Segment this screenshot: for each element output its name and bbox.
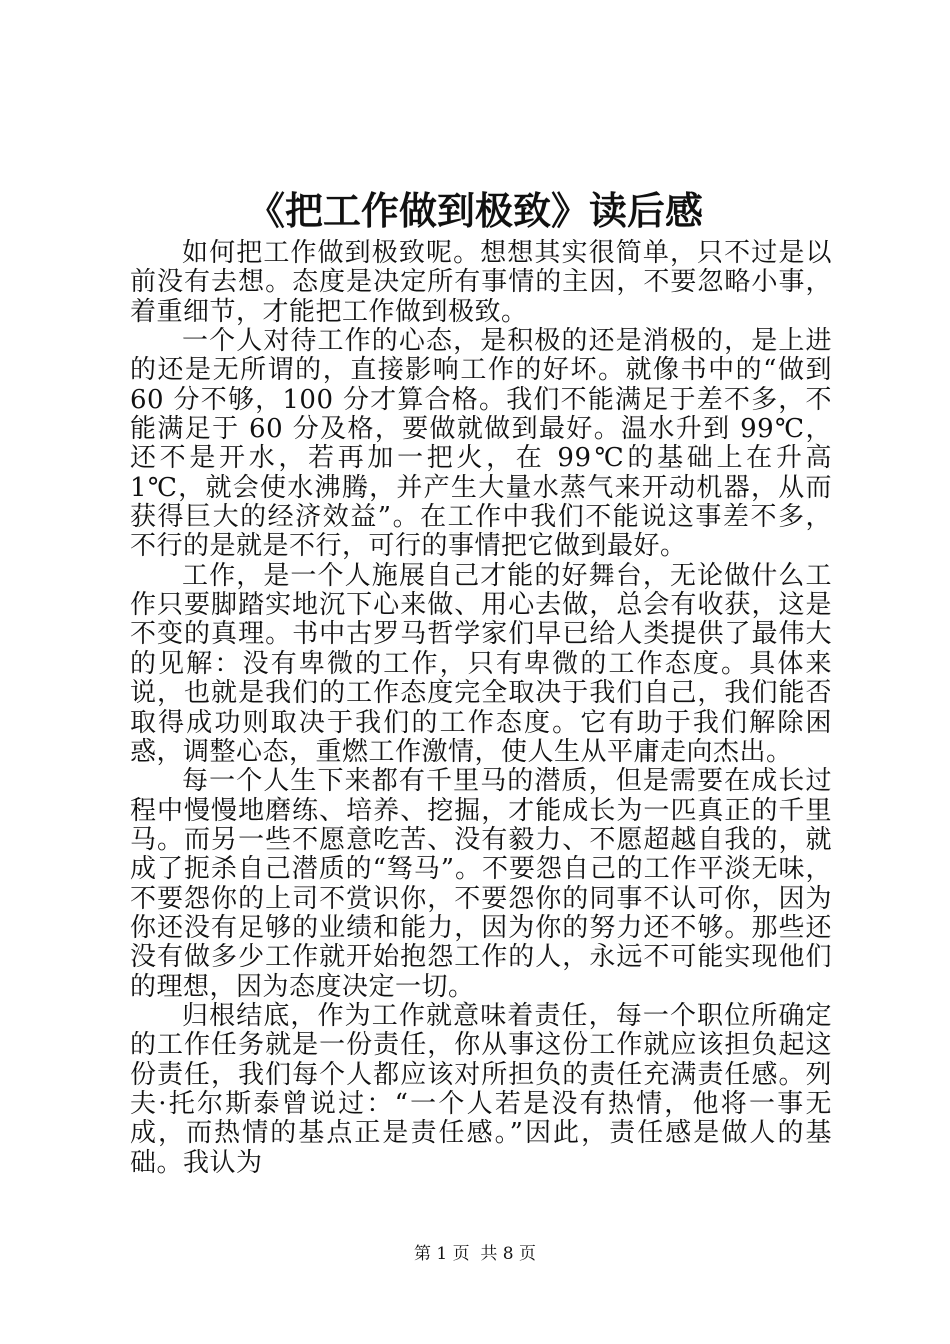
- paragraph: 一个人对待工作的心态，是积极的还是消极的，是上进的还是无所谓的，直接影响工作的好坏。就像书中的“做到 60 分不够，100 分才算合格。我们不能满足于差不多，不能满足于 60 分及格，要做就做到最好。温水升到 99℃，还不是开水，若再加一把火，在 99℃的基础上在升高 1℃，就会使水沸腾，并产生大量水蒸气来开动机器，从而获得巨大的经济效益”。在工作中我们不能说这事差不多，不行的是就是不行，可行的事情把它做到最好。: [130, 326, 832, 562]
- document-body: [130, 239, 832, 1178]
- paragraph: 如何把工作做到极致呢。想想其实很简单，只不过是以前没有去想。态度是决定所有事情的主因，不要忽略小事，着重细节，才能把工作做到极致。: [130, 238, 832, 327]
- page-number-footer: 第 1 页 共 8 页: [413, 1244, 537, 1264]
- paragraph: 每一个人生下来都有千里马的潜质，但是需要在成长过程中慢慢地磨练、培养、挖掘，才能成长为一匹真正的千里马。而另一些不愿意吃苦、没有毅力、不愿超越自我的，就成了扼杀自己潜质的“驽马”。不要怨自己的工作平淡无味，不要怨你的上司不赏识你，不要怨你的同事不认可你，因为你还没有足够的业绩和能力，因为你的努力还不够。那些还没有做多少工作就开始抱怨工作的人，永远不可能实现他们的理想，因为态度决定一切。: [130, 766, 832, 1002]
- paragraph: 工作，是一个人施展自己才能的好舞台，无论做什么工作只要脚踏实地沉下心来做、用心去做，总会有收获，这是不变的真理。书中古罗马哲学家们早已给人类提供了最伟大的见解：没有卑微的工作，只有卑微的工作态度。具体来说，也就是我们的工作态度完全取决于我们自己，我们能否取得成功则取决于我们的工作态度。它有助于我们解除困惑，调整心态，重燃工作激情，使人生从平庸走向杰出。: [130, 560, 832, 767]
- document-title: 《把工作做到极致》读后感: [246, 188, 703, 233]
- paragraph: 归根结底，作为工作就意味着责任，每一个职位所确定的工作任务就是一份责任，你从事这份工作就应该担负起这份责任，我们每个人都应该对所担负的责任充满责任感。列夫·托尔斯泰曾说过：“一个人若是没有热情，他将一事无成，而热情的基点正是责任感。”因此，责任感是做人的基础。我认为: [130, 1000, 832, 1178]
